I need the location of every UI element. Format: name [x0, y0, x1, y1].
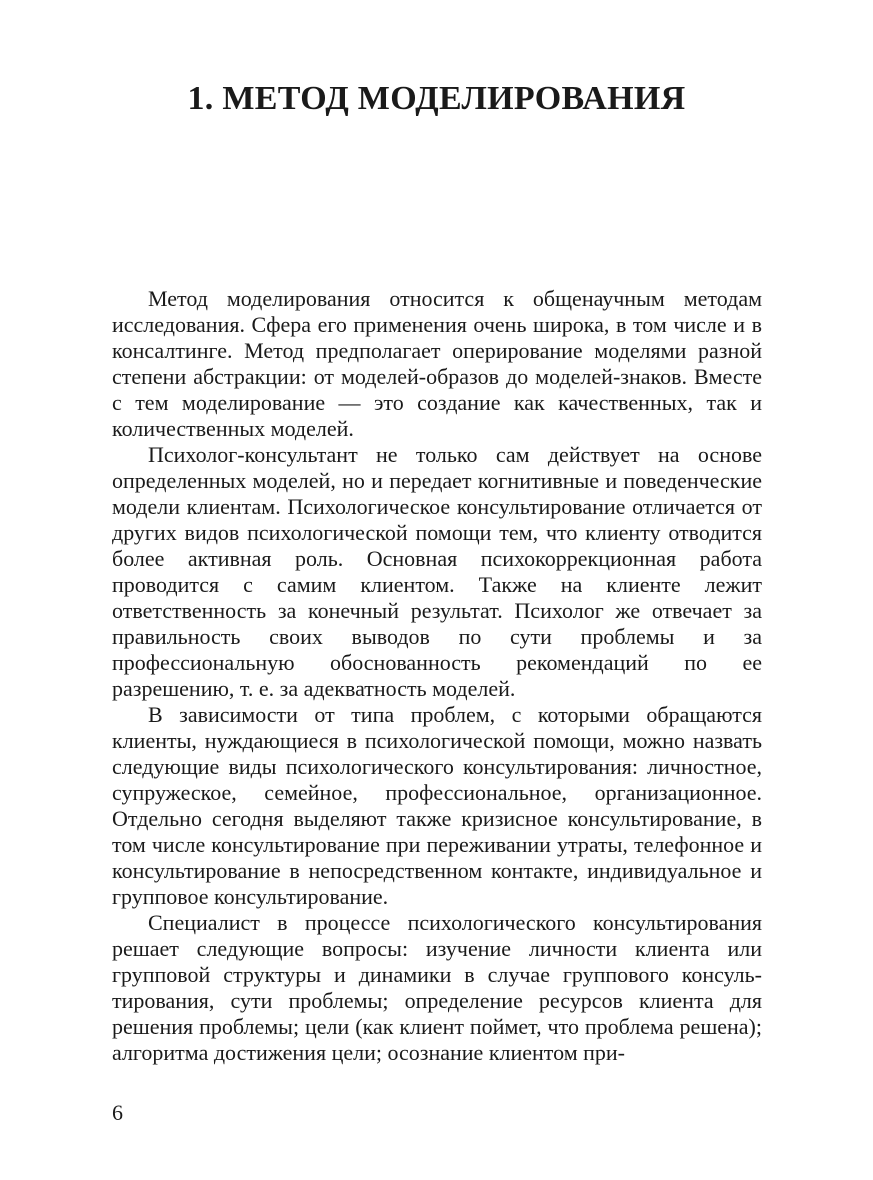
page-number: 6: [112, 1100, 123, 1125]
paragraph-1: Метод моделирования относится к общенаучным методам исследования. Сфера его применения очень широка, в том числе и в консалтинге. Метод предполагает оперирование моделями разной степени абстракции: от моделей-образов до моделей-знаков. Вместе с тем моделирование — это создание как качественных, так и количественных моделей.: [112, 286, 762, 441]
paragraph-3: В зависимости от типа проблем, с которыми обращаются клиенты, нуждающиеся в психологической помощи, можно назвать следующие виды психологического консультирования: личностное, супружеское, семейное, профессиональное, организационное. Отдельно сегодня выделяют также кризисное консультирование, в том числе консультирование при переживании утраты, телефонное и консультирование в непосредственном контакте, индивидуальное и групповое консультирование.: [112, 702, 762, 909]
paragraph-2: Психолог-консультант не только сам действует на основе определенных моделей, но и передает когнитивные и поведенческие модели клиентам. Психологическое консультирование отличается от других видов психологической помощи тем, что клиенту отводится более активная роль. Основная психокоррекционная работа проводится с самим клиентом. Также на клиенте лежит ответственность за конечный результат. Психолог же отвечает за правильность своих выводов по сути проблемы и за профессиональную обоснованность рекомендаций по ее разрешению, т. е. за адекватность моделей.: [112, 442, 762, 701]
paragraph-4: Специалист в процессе психологического консультирования решает следующие вопросы: изучение личности клиента или групповой структуры и динамики в случае группового консультирования, сути проблемы; определение ресурсов клиента для решения проблемы; цели (как клиент поймет, что проблема решена); алгоритма достижения цели; осознание клиентом при-: [112, 910, 762, 1065]
chapter-title: 1. МЕТОД МОДЕЛИРОВАНИЯ: [187, 80, 686, 117]
body-text: [112, 286, 762, 1066]
